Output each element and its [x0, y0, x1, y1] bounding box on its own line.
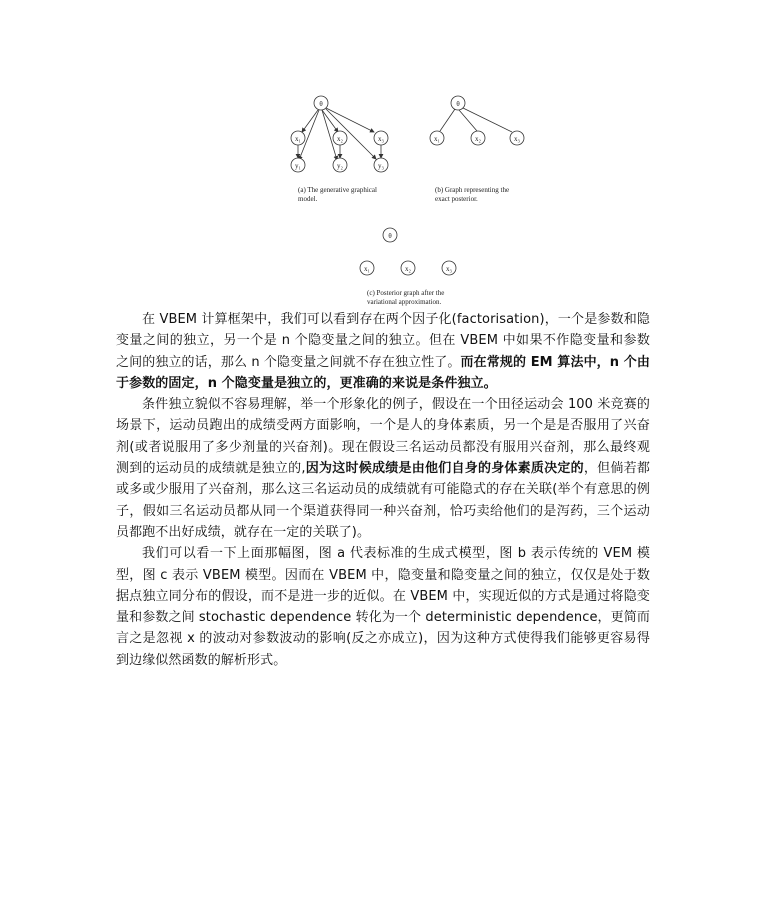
figure-b-caption: (b) Graph representing the [435, 186, 510, 194]
paragraph-text: 我们可以看一下上面那幅图，图 a 代表标准的生成式模型，图 b 表示传统的 VEM 模型，图 c 表示 VBEM 模型。因而在 VBEM 中，隐变量和隐变量之间的独立，仅仅是处于数据点独立同分布的假设，而不是进一步的近似。在 VBEM 中，实现近似的方式是通过将隐变量和参数之间 stochastic dependence 转化为一个 deterministic dependence，更简而言之是忽视 x 的波动对参数波动的影响(反之亦成立)，因为这种方式使得我们能够更容易得到边缘似然函数的解析形式。 [116, 546, 650, 668]
figure-c-caption: variational approximation. [367, 298, 442, 306]
latent-label: x₃ [446, 265, 452, 273]
latent-label: x₂ [337, 135, 343, 143]
paragraph-conditional-independence [116, 394, 650, 543]
paragraph-text: ，但倘若都或多或少服用了兴奋剂，那么这三名运动员的成绩就有可能隐式的存在关联(举个有意思的例子，假如三名运动员都从同一个渠道获得同一种兴奋剂，恰巧卖给他们的是泻药，三个运动员都跑不出好成绩，就存在一定的关联了)。 [116, 461, 650, 540]
figure-c-caption: (c) Posterior graph after the [367, 289, 445, 297]
paragraph-emphasis: 因为这时候成绩是由他们自身的身体素质决定的 [305, 461, 584, 477]
figure-a-caption: (a) The generative graphical [298, 186, 377, 194]
observed-label: y₃ [378, 162, 384, 170]
latent-label: x₁ [434, 135, 440, 143]
paragraph-text: 在 VBEM 计算框架中，我们可以看到存在两个因子化(factorisation)，一个是参数和隐变量之间的独立，另一个是 n 个隐变量之间的独立。但在 VBEM 中如果不作隐变量和参数之间的独立的话，那么 n 个隐变量之间就不存在独立性了。 [116, 312, 650, 370]
latent-label: x₁ [295, 135, 301, 143]
figure-b-caption: exact posterior. [435, 195, 478, 203]
paragraph-text: 条件独立貌似不容易理解，举一个形象化的例子，假设在一个田径运动会 100 米竞赛的场景下，运动员跑出的成绩受两方面影响，一个是人的身体素质，另一个是是否服用了兴奋剂(或者说服用了多少剂量的兴奋剂)。现在假设三名运动员都没有服用兴奋剂，那么最终观测到的运动员的成绩就是独立的, [116, 397, 650, 477]
theta-label: θ [456, 100, 460, 108]
paragraph-factorisation [116, 309, 650, 394]
paragraph-emphasis: 而在常规的 EM 算法中，n 个由于参数的固定，n 个隐变量是独立的，更准确的来说是条件独立。 [116, 354, 650, 391]
latent-label: x₃ [378, 135, 384, 143]
latent-label: x₂ [475, 135, 481, 143]
latent-label: x₁ [364, 265, 370, 273]
paragraph-figure-explanation [116, 543, 650, 671]
observed-label: y₂ [337, 162, 343, 170]
figure-a-caption: model. [298, 195, 318, 203]
latent-label: x₃ [514, 135, 520, 143]
figure-b-exact-posterior [430, 96, 524, 203]
article-body [116, 309, 650, 671]
figure-a-generative-model [291, 96, 388, 203]
theta-label: θ [319, 100, 323, 108]
figure-c-variational-posterior [360, 228, 456, 306]
theta-label: θ [388, 232, 392, 240]
graphical-model-figures [0, 0, 759, 320]
latent-label: x₂ [405, 265, 411, 273]
observed-label: y₁ [295, 162, 301, 170]
